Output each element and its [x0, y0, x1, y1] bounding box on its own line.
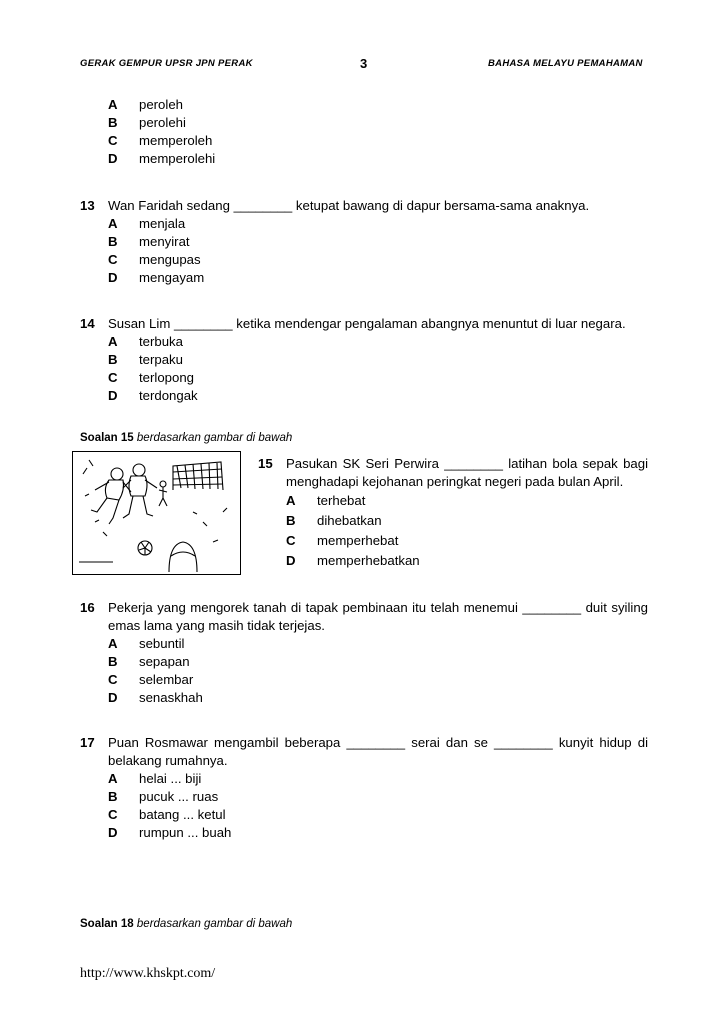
question-number: 16: [80, 600, 95, 615]
question-stem: Pekerja yang mengorek tanah di tapak pembinaan itu telah menemui ________ duit syiling emas lama yang masih tidak terjejas.: [108, 600, 648, 633]
question-number: 15: [258, 456, 273, 471]
question-stem: Wan Faridah sedang ________ ketupat bawang di dapur bersama-sama anaknya.: [108, 198, 590, 213]
instruction-note-18: Soalan 18 berdasarkan gambar di bawah: [80, 918, 293, 930]
question-stem: Puan Rosmawar mengambil beberapa ________ serai dan se ________ kunyit hidup di belakang rumahnya.: [108, 735, 648, 768]
football-training-picture: [72, 451, 241, 575]
footer-url[interactable]: http://www.khskpt.com/: [80, 966, 216, 981]
question-number: 14: [80, 316, 95, 331]
header-right: BAHASA MELAYU PEMAHAMAN: [488, 58, 643, 69]
football-sketch: [73, 452, 240, 574]
question-number: 13: [80, 198, 95, 213]
question-number: 17: [80, 735, 95, 750]
question-stem: Pasukan SK Seri Perwira ________ latihan bola sepak bagi menghadapi kejohanan peringkat negeri pada bulan April.: [286, 456, 648, 489]
instruction-note-15: Soalan 15 berdasarkan gambar di bawah: [80, 432, 293, 444]
question-stem: Susan Lim ________ ketika mendengar pengalaman abangnya menuntut di luar negara.: [108, 316, 626, 331]
header-left: GERAK GEMPUR UPSR JPN PERAK: [80, 58, 253, 69]
page-number: 3: [360, 56, 368, 71]
